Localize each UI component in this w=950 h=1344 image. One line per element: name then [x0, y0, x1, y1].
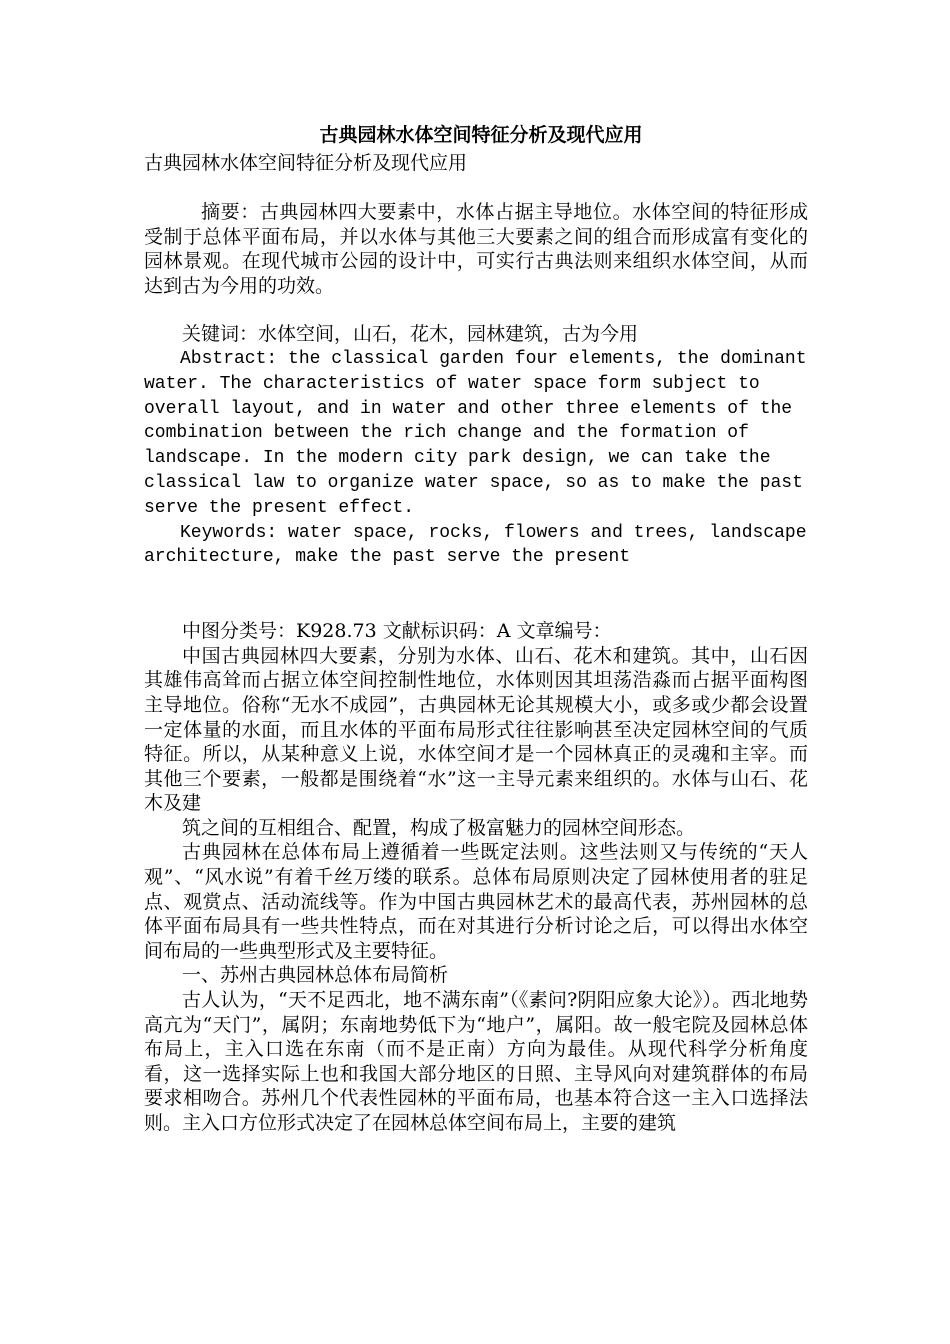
- abstract-chinese: 摘要：古典园林四大要素中，水体占据主导地位。水体空间的特征形成受制于总体平面布局，并以水体与其他三大要素之间的组合而形成富有变化的园林景观。在现代城市公园的设计中，可实行古典法则来组织水体空间，从而达到古为今用的功效。: [144, 201, 808, 297]
- body-paragraph: 中国古典园林四大要素，分别为水体、山石、花木和建筑。其中，山石因其雄伟高耸而占据立体空间控制性地位，水体则因其坦荡浩淼而占据平面构图主导地位。俗称“无水不成园”，古典园林无论其规模大小，或多或少都会设置一定体量的水面，而且水体的平面布局形式往往影响甚至决定园林空间的气质特征。所以，从某种意义上说，水体空间才是一个园林真正的灵魂和主宰。而其他三个要素，一般都是围绕着“水”这一主导元素来组织的。水体与山石、花木及建: [144, 644, 808, 815]
- section-heading: 一、苏州古典园林总体布局简析: [182, 964, 449, 987]
- body-paragraph: 筑之间的互相组合、配置，构成了极富魅力的园林空间形态。: [182, 816, 696, 839]
- abstract-english: Abstract: the classical garden four elements, the dominant water. The characteristics of water space form subject to overall layout, and in water and other three elements of the combination between the rich change and the formation of landscape. In the modern city park design, we can take the classical law to organize water space, so as to make the past serve the present effect.: [144, 348, 807, 518]
- keywords-english: Keywords: water space, rocks, flowers and trees, landscape architecture, make the past serve the present: [144, 522, 807, 568]
- classification-line: 中图分类号：K928.73 文献标识码：A 文章编号：: [182, 620, 612, 643]
- document-page: [144, 120, 808, 1136]
- document-subtitle: 古典园林水体空间特征分析及现代应用: [144, 152, 468, 174]
- spacer: [144, 570, 808, 619]
- document-title: 古典园林水体空间特征分析及现代应用: [319, 124, 643, 146]
- body-paragraph: 古人认为，“天不足西北，地不满东南”（《素问?阴阳应象大论》）。西北地势高亢为“天门”，属阴；东南地势低下为“地户”，属阳。故一般宅院及园林总体布局上，主入口选在东南（而不是正南）方向为最佳。从现代科学分析角度看，这一选择实际上也和我国大部分地区的日照、主导风向对建筑群体的布局要求相吻合。苏州几个代表性园林的平面布局，也基本符合这一主入口选择法则。主入口方位形式决定了在园林总体空间布局上，主要的建筑: [144, 989, 808, 1135]
- body-paragraph: 古典园林在总体布局上遵循着一些既定法则。这些法则又与传统的“天人观”、“风水说”有着千丝万缕的联系。总体布局原则决定了园林使用者的驻足点、观赏点、活动流线等。作为中国古典园林艺术的最高代表，苏州园林的总体平面布局具有一些共性特点，而在对其进行分析讨论之后，可以得出水体空间布局的一些典型形式及主要特征。: [144, 841, 808, 962]
- keywords-chinese: 关键词：水体空间，山石，花木，园林建筑，古为今用: [182, 323, 639, 346]
- spacer: [144, 176, 808, 200]
- spacer: [144, 298, 808, 322]
